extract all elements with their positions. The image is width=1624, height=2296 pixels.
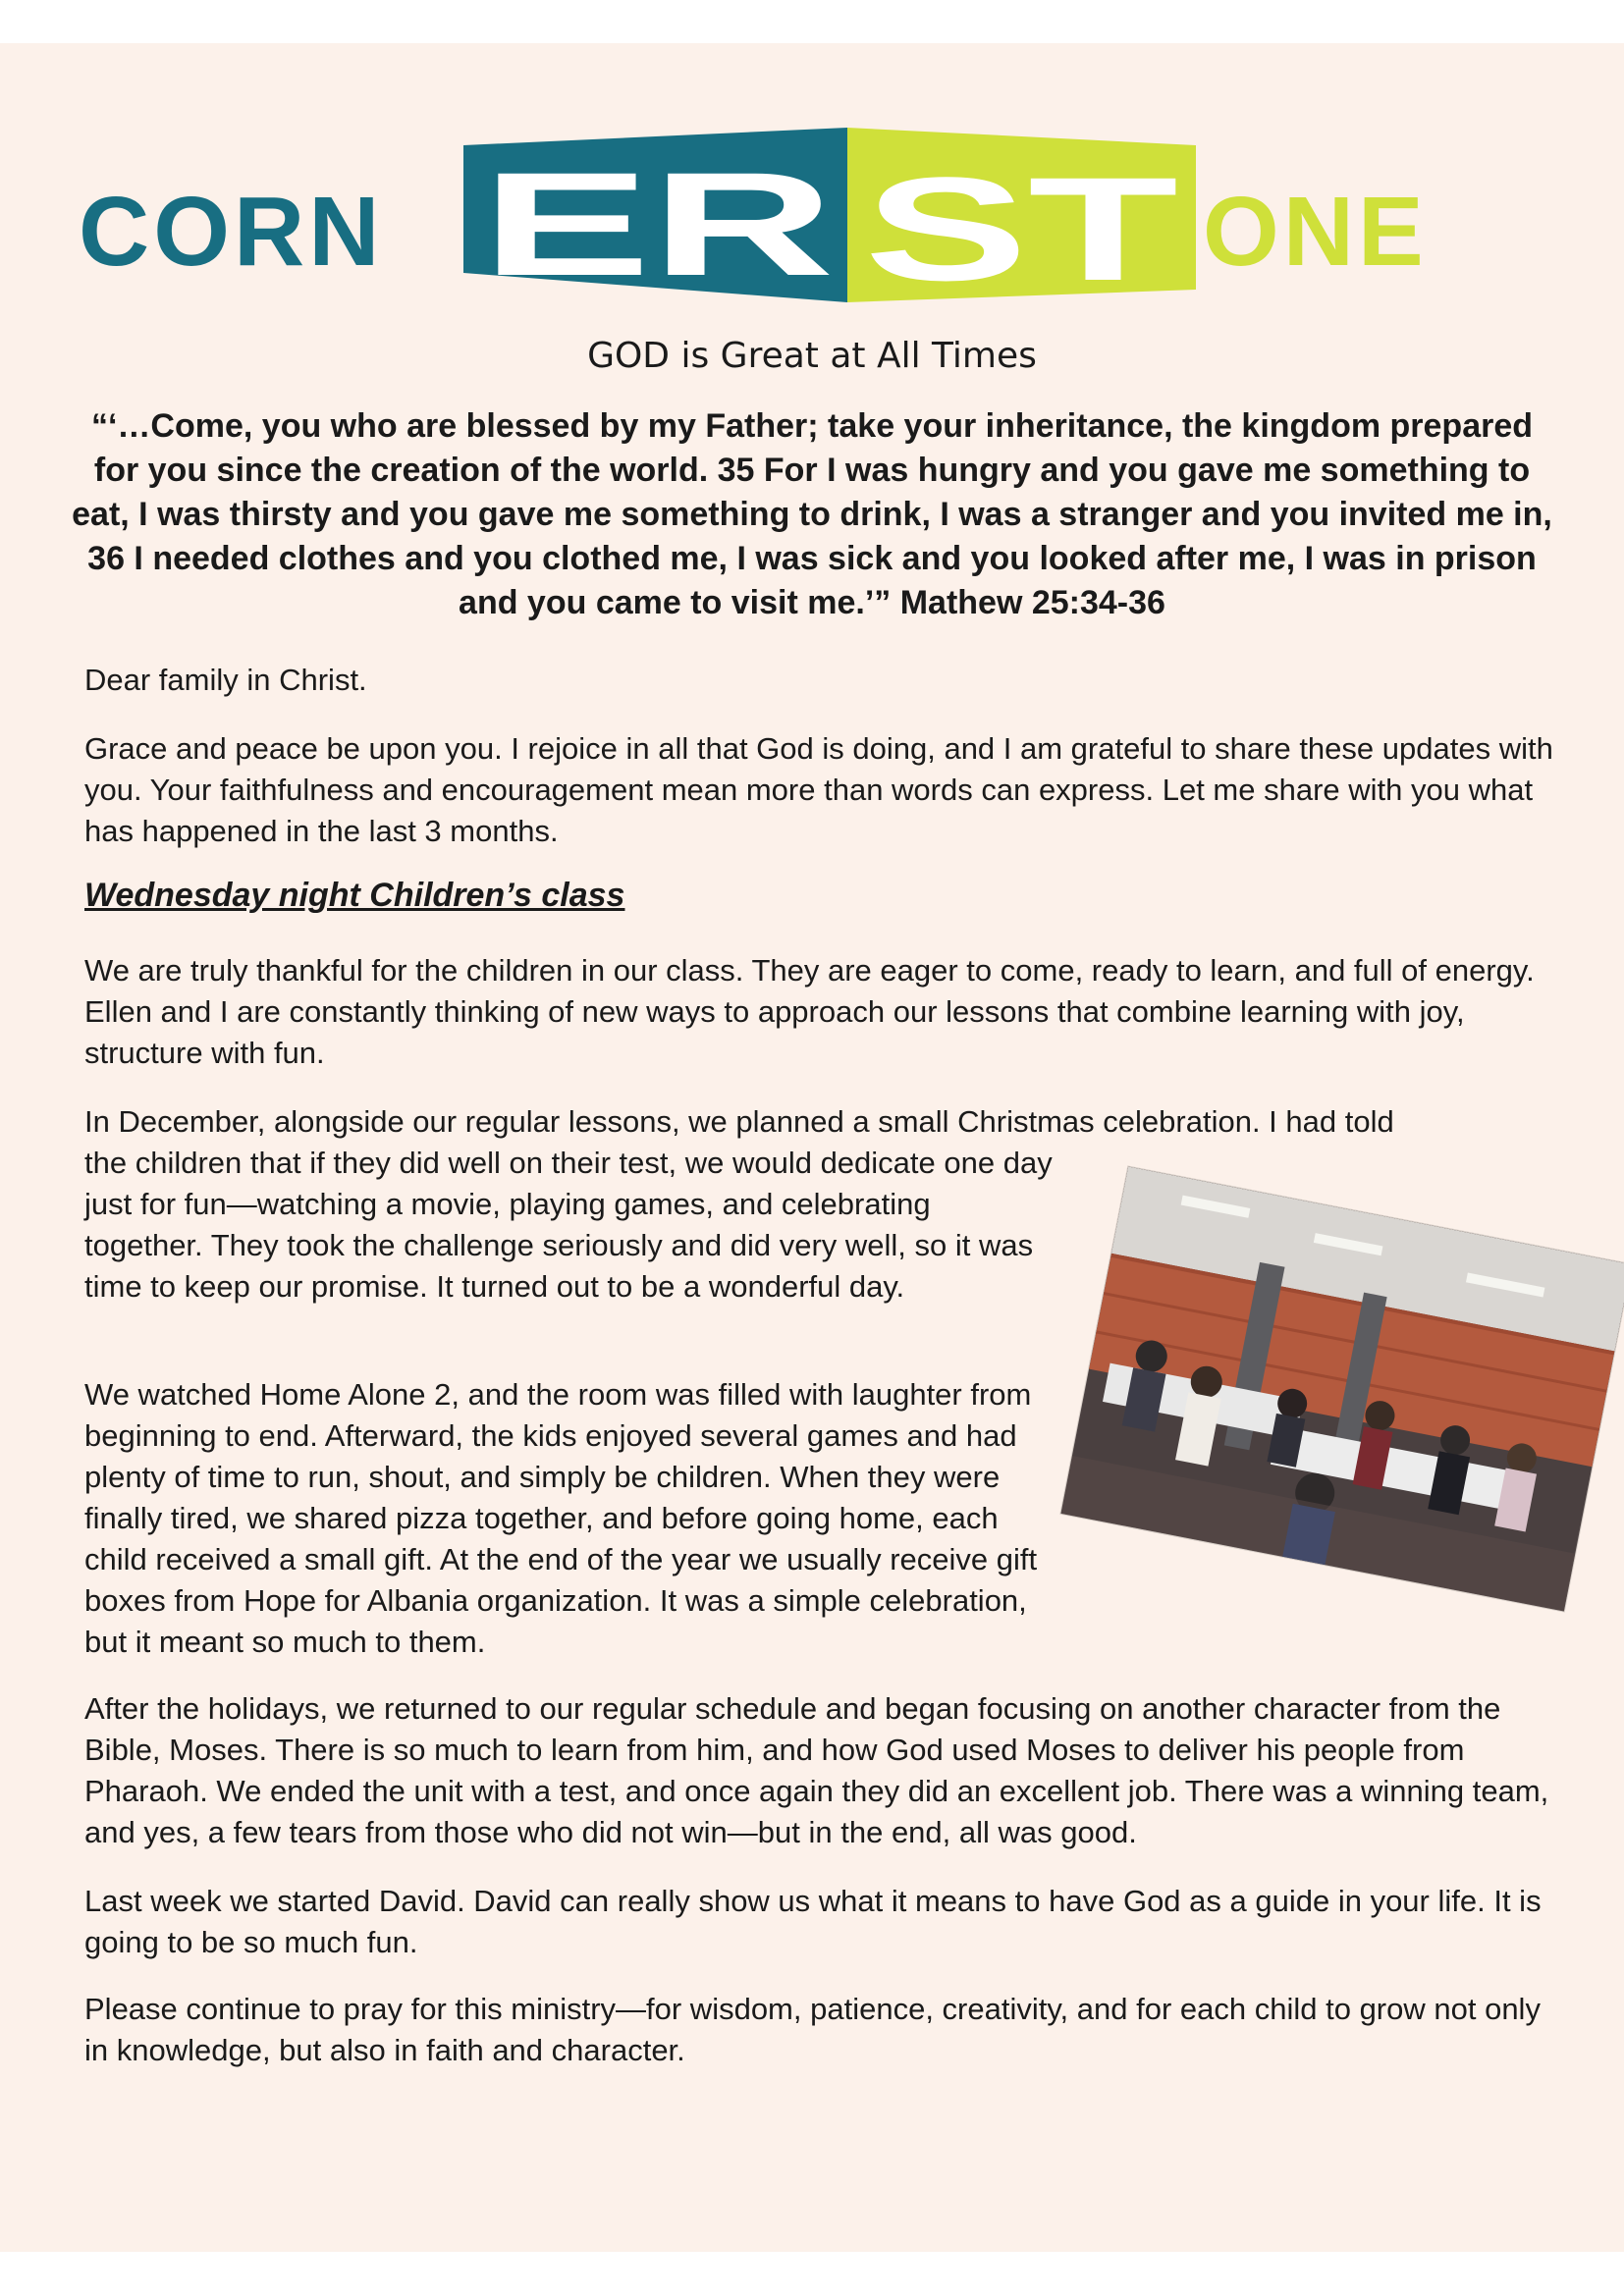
logo-er-text: ER <box>481 141 835 306</box>
intro-paragraph: Grace and peace be upon you. I rejoice in all that God is doing, and I am grateful to share these updates with you. Your faithfulness and encouragement mean more than words can express. Let me share with you what has happened in the last 3 months. <box>84 731 1553 848</box>
paragraph-david: Last week we started David. David can really show us what it means to have God as a guide in your life. It is going to be so much fun. <box>84 1884 1542 1959</box>
paragraph-prayer: Please continue to pray for this ministry—for wisdom, patience, creativity, and for each child to grow not only in knowledge, but also in faith and character. <box>84 1992 1541 2067</box>
logo-corn-text: CORN <box>79 177 384 287</box>
section-heading: Wednesday night Children’s class <box>84 877 625 914</box>
scripture-verse: “‘…Come, you who are blessed by my Father; take your inheritance, the kingdom prepared for you since the creation of the world. 35 For I was hungry and you gave me something to eat, I was thirsty and you gave me something to drink, I was a stranger and you invited me in, 36 I needed clothes and you clothed me, I was sick and you looked after me, I was in prison and you came to visit me.’” Mathew 25:34-36 <box>72 407 1552 621</box>
greeting: Dear family in Christ. <box>84 663 367 697</box>
paragraph-december: the children that if they did well on their test, we would dedicate one day just for fun—watching a movie, playing games, and celebrating together. They took the challenge seriously and did very well, so it was time to keep our promise. It turned out to be a wonderful day. <box>84 1146 1053 1304</box>
paragraph-children-class: We are truly thankful for the children in our class. They are eager to come, ready to learn, and full of energy. Ellen and I are constantly thinking of new ways to approach our lessons that combine learning with joy, structure with fun. <box>84 953 1535 1070</box>
paragraph-moses: After the holidays, we returned to our regular schedule and began focusing on another character from the Bible, Moses. There is so much to learn from him, and how God used Moses to deliver his people from Pharaoh. We ended the unit with a test, and once again they did an excellent job. There was a winning team, and yes, a few tears from those who did not win—but in the end, all was good. <box>84 1691 1549 1849</box>
newsletter-subtitle: GOD is Great at All Times <box>587 336 1037 376</box>
cornerstone-logo <box>79 118 1551 314</box>
logo-one-text: ONE <box>1203 177 1428 287</box>
paragraph-home-alone: We watched Home Alone 2, and the room was filled with laughter from beginning to end. Afterward, the kids enjoyed several games and had plenty of time to run, shout, and simply be children. When they were finally tired, we shared pizza together, and before going home, each child received a small gift. At the end of the year we usually receive gift boxes from Hope for Albania organization. It was a simple celebration, but it meant so much to them. <box>84 1377 1038 1659</box>
paragraph-december-line1: In December, alongside our regular lessons, we planned a small Christmas celebration. I had told <box>84 1104 1394 1139</box>
logo-st-text: ST <box>864 146 1178 311</box>
